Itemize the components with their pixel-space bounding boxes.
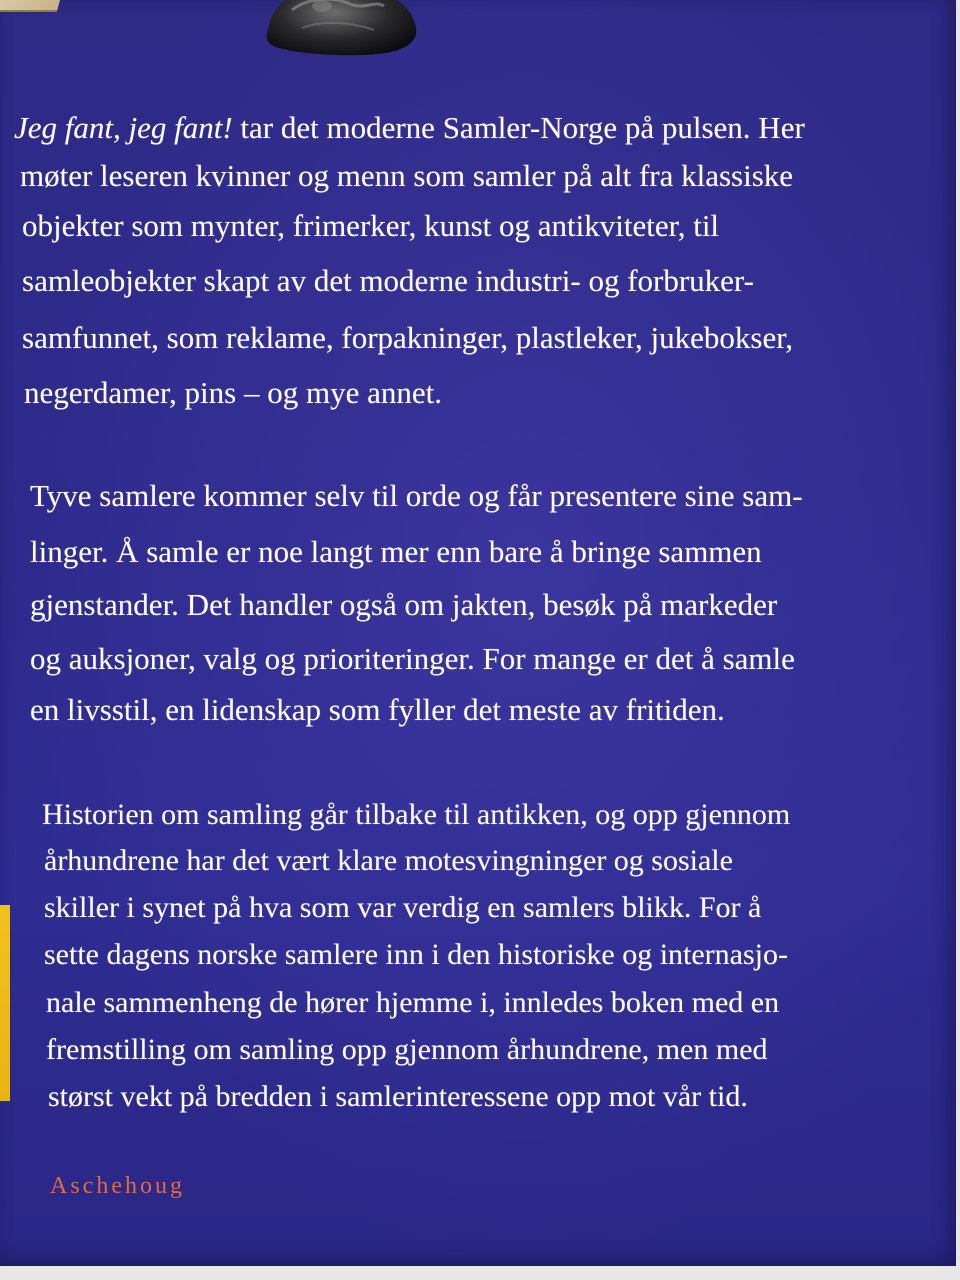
publisher-name: Aschehoug bbox=[50, 1173, 185, 1199]
paragraph-1-line-1: Jeg fant, jeg fant! tar det moderne Samler-Norge på pulsen. Her bbox=[14, 110, 805, 145]
paragraph-1-line-3: objekter som mynter, frimerker, kunst og antikviteter, til bbox=[22, 208, 720, 243]
paragraph-1-line-6: negerdamer, pins – og mye annet. bbox=[24, 375, 442, 410]
paragraph-1-line-4: samleobjekter skapt av det moderne industri- og forbruker- bbox=[22, 263, 754, 298]
paragraph-3-line-1: Historien om samling går tilbake til antikken, og opp gjennom bbox=[42, 798, 791, 831]
book-title: Jeg fant, jeg fant! bbox=[14, 110, 233, 145]
paragraph-2-line-5: en livsstil, en lidenskap som fyller det meste av fritiden. bbox=[30, 692, 725, 727]
paragraph-3-line-3: skiller i synet på hva som var verdig en samlers blikk. For å bbox=[44, 891, 762, 924]
paragraph-2-line-1: Tyve samlere kommer selv til orde og får presentere sine sam- bbox=[30, 478, 803, 513]
paragraph-3-line-2: århundrene har det vært klare motesvingninger og sosiale bbox=[44, 844, 733, 877]
spine-label bbox=[0, 905, 10, 1101]
paragraph-3-line-6: fremstilling om samling opp gjennom århundrene, men med bbox=[46, 1033, 768, 1066]
top-edge-label bbox=[0, 0, 60, 12]
paragraph-2-line-4: og auksjoner, valg og prioriteringer. For mange er det å samle bbox=[30, 641, 795, 676]
paragraph-3-line-7: størst vekt på bredden i samlerinteressene opp mot vår tid. bbox=[48, 1080, 748, 1113]
paragraph-1-line-2: møter leseren kvinner og menn som samler på alt fra klassiske bbox=[20, 158, 794, 193]
paragraph-2-line-3: gjenstander. Det handler også om jakten, besøk på markeder bbox=[30, 587, 778, 622]
paragraph-3-line-5: nale sammenheng de hører hjemme i, innledes boken med en bbox=[46, 986, 780, 1019]
paragraph-1-line-5: samfunnet, som reklame, forpakninger, plastleker, jukebokser, bbox=[22, 320, 794, 355]
paragraph-3-line-4: sette dagens norske samlere inn i den historiske og internasjo- bbox=[44, 938, 788, 971]
sculpture-photo bbox=[262, 0, 420, 56]
paragraph-2-line-2: linger. Å samle er noe langt mer enn bare å bringe sammen bbox=[30, 534, 762, 569]
